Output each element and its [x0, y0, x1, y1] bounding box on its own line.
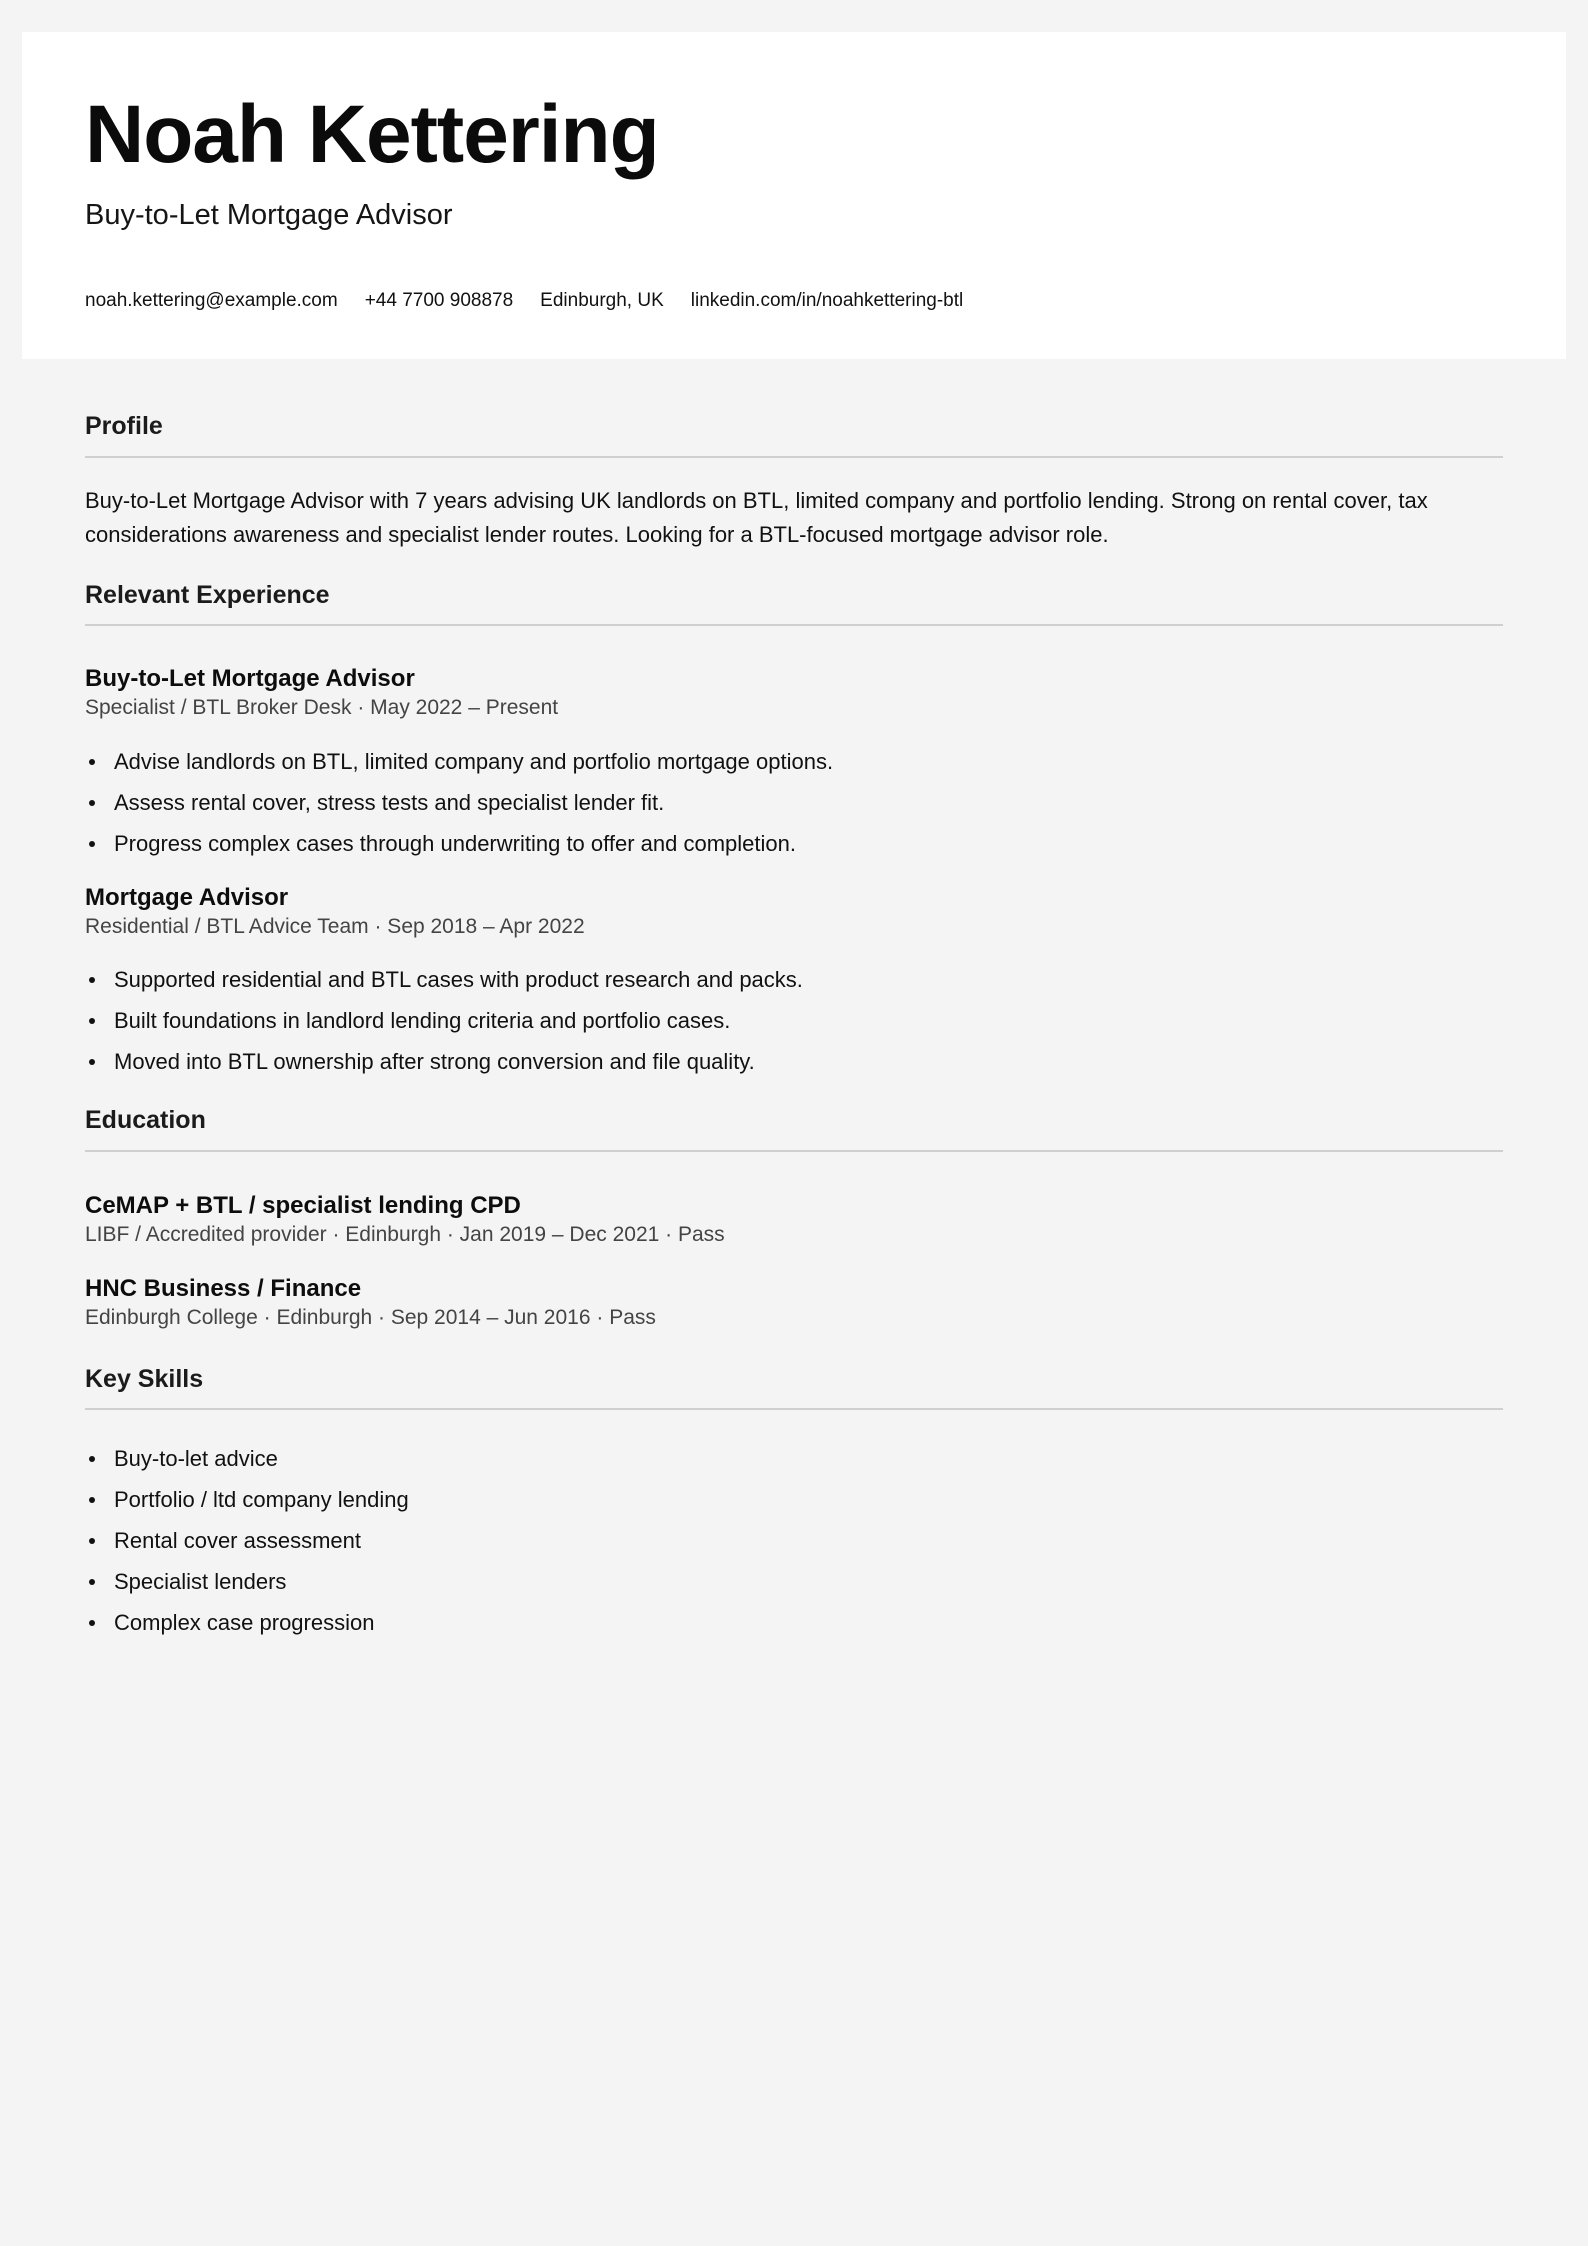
job-bullet: Progress complex cases through underwriting to offer and completion. [114, 823, 1503, 864]
job-bullet: Assess rental cover, stress tests and specialist lender fit. [114, 782, 1503, 823]
section-title-profile: Profile [85, 412, 163, 440]
skills-section [85, 1363, 1503, 1644]
profile-summary: Buy-to-Let Mortgage Advisor with 7 years advising UK landlords on BTL, limited company and portfolio lending. Strong on rental cover, tax considerations awareness and specialist lender routes. Looking for a BTL-focused mortgage advisor role. [85, 487, 1428, 547]
section-divider [85, 1150, 1503, 1152]
profile-section [85, 410, 1503, 552]
skill-item: Rental cover assessment [114, 1520, 1503, 1561]
job-bullets [85, 959, 1503, 1082]
education-entry [85, 1273, 1503, 1333]
skill-item: Complex case progression [114, 1602, 1503, 1643]
job-bullet: Advise landlords on BTL, limited company and portfolio mortgage options. [114, 741, 1503, 782]
job-title: Mortgage Advisor [85, 883, 289, 911]
job-bullet: Moved into BTL ownership after strong conversion and file quality. [114, 1041, 1503, 1082]
job-title: Buy-to-Let Mortgage Advisor [85, 665, 415, 692]
contact-location: Edinburgh, UK [540, 290, 664, 311]
candidate-name: Noah Kettering [85, 89, 659, 180]
contact-info [85, 290, 963, 313]
skills-list [85, 1438, 1503, 1643]
job-bullet: Built foundations in landlord lending criteria and portfolio cases. [114, 1000, 1503, 1041]
education-meta: Edinburgh College · Edinburgh · Sep 2014 – Jun 2016 · Pass [85, 1306, 656, 1330]
candidate-headline: Buy-to-Let Mortgage Advisor [85, 199, 453, 231]
job-meta: Specialist / BTL Broker Desk · May 2022 – Present [85, 696, 559, 720]
resume-body [85, 410, 1503, 1643]
skill-item: Buy-to-let advice [114, 1438, 1503, 1479]
section-title-skills: Key Skills [85, 1364, 204, 1393]
job-entry [85, 663, 1503, 864]
contact-phone: +44 7700 908878 [364, 290, 514, 311]
skill-item: Specialist lenders [114, 1561, 1503, 1602]
education-title: HNC Business / Finance [85, 1275, 362, 1303]
job-meta: Residential / BTL Advice Team · Sep 2018 – Apr 2022 [85, 914, 585, 938]
section-divider [85, 624, 1503, 626]
education-title: CeMAP + BTL / specialist lending CPD [85, 1191, 521, 1219]
job-bullet: Supported residential and BTL cases with product research and packs. [114, 959, 1503, 1000]
contact-linkedin: linkedin.com/in/noahkettering-btl [690, 290, 964, 311]
section-divider [85, 1408, 1503, 1410]
experience-section [85, 579, 1503, 1083]
contact-email: noah.kettering@example.com [85, 290, 338, 311]
job-entry [85, 882, 1503, 1083]
section-divider [85, 456, 1503, 458]
education-entry [85, 1190, 1503, 1250]
education-meta: LIBF / Accredited provider · Edinburgh · Jan 2019 – Dec 2021 · Pass [85, 1222, 725, 1246]
section-title-education: Education [85, 1106, 206, 1135]
section-title-experience: Relevant Experience [85, 580, 330, 609]
skill-item: Portfolio / ltd company lending [114, 1479, 1503, 1520]
education-section [85, 1104, 1503, 1333]
resume-header [22, 32, 1566, 359]
job-bullets [85, 741, 1503, 864]
